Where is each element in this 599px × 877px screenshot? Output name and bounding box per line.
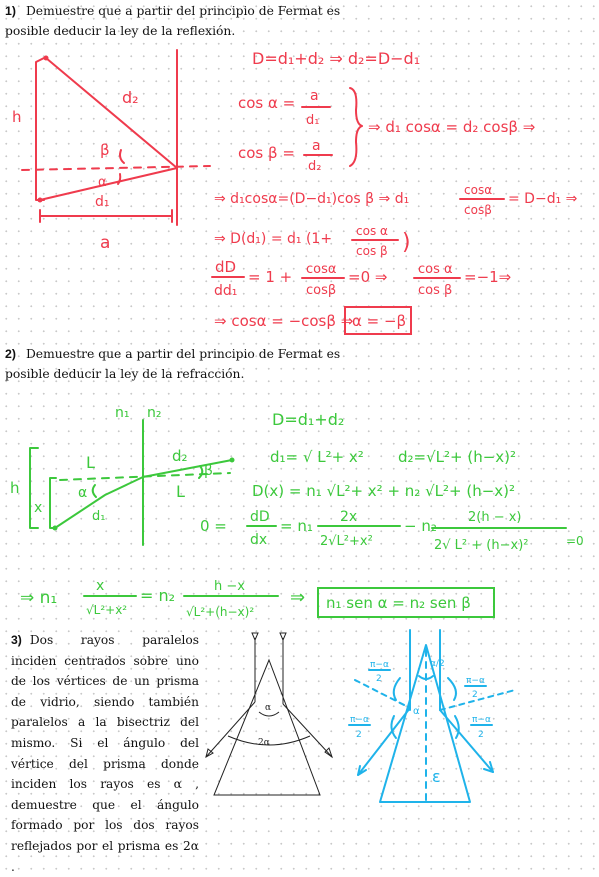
blue-label-3-den: 2 [356, 730, 362, 740]
fig1-h-label: h [12, 108, 22, 126]
sol1-eq5a: = 1 + [248, 268, 293, 286]
blue-label-1-den: 2 [376, 674, 382, 684]
fig1-d1-label: d₁ [95, 194, 110, 210]
fig2-d2: d₂ [172, 447, 188, 465]
fig3-2alpha: 2α [258, 738, 270, 748]
sol2-eq4-dden: dx [250, 532, 268, 548]
fig2-x: x [34, 500, 43, 516]
sol1-eq4-den: cos β [356, 244, 388, 258]
blue-normal-left [355, 680, 410, 708]
sol2-eq5c: ⇒ [290, 587, 306, 608]
sol2-eq4-f2den: 2√ L² + (h−x)² [434, 538, 529, 553]
prism-figure-black [206, 633, 332, 795]
sol1-eq5-den: cosβ [306, 283, 337, 298]
fig2-n2: n₂ [147, 405, 162, 421]
sol1-deriv-den: dd₁ [214, 283, 238, 299]
problem-2-line1: Demuestre que a partir del principio de Fermat es [25, 347, 341, 361]
fig2-alpha: α [78, 485, 88, 501]
sol1-cos-b-lhs: cos β = [238, 144, 295, 162]
prism-figure-blue [349, 630, 515, 802]
sol1-cos-a-num: a [310, 88, 319, 104]
blue-label-2-num: π−α [466, 676, 485, 686]
sol2-eq4a: 0 = [200, 517, 227, 535]
sol1-eq3a: ⇒ d₁cosα=(D−d₁)cos β ⇒ d₁ [214, 191, 410, 207]
sol2-result: n₁ sen α = n₂ sen β [326, 594, 471, 612]
fig2-beta: β [204, 463, 213, 479]
fig2-L-bottom: L [176, 482, 185, 501]
fig1-alpha-label: α [98, 175, 107, 190]
sol1-eq5b: =0 ⇒ [348, 268, 388, 286]
problem-3-text: Dos rayos paralelos inciden centrados sobre uno de los vértices de un prisma de vidrio, siendo también paralelos a la bisectriz del mismo. Si el ángulo del vértice del prisma donde inciden los rayos es α , demuestre que el ángulo formado por los dos rayos reflejados por el prisma es 2α . [11, 633, 199, 874]
blue-arc-left-up [394, 678, 400, 700]
sol1-eq4b: ) [402, 230, 411, 255]
sol2-eq2b: d₂=√L²+ (h−x)² [398, 448, 517, 466]
sol1-cos-b-num: a [312, 138, 321, 154]
sol2-eq4b: = n₁ [280, 517, 313, 535]
sol2-eq5-f1num: x [96, 578, 105, 594]
sol2-eq5-f1den: √L²+x² [86, 603, 128, 617]
sol2-eq5b: = n₂ [140, 586, 176, 605]
incident-ray-right-arrow [280, 633, 286, 640]
blue-label-2-den: 2 [472, 690, 478, 700]
sol1-eq6: ⇒ cosα = −cosβ ⇒ [214, 312, 354, 330]
problem-1-line1: Demuestre que a partir del principio de Fermat es [25, 4, 341, 18]
sol1-eq5c: =−1⇒ [464, 268, 512, 286]
sol1-cos-a-lhs: cos α = [238, 94, 296, 112]
sol1-result: α = −β [352, 312, 407, 330]
sol1-eq4-num: cos α [356, 224, 388, 238]
blue-label-3-num: π−α [350, 715, 369, 725]
fig1-beta-label: β [100, 141, 110, 159]
sol1-brace-result: ⇒ d₁ cosα = d₂ cosβ ⇒ [368, 118, 536, 136]
reflected-ray-right [283, 704, 332, 757]
fig1-d2-label: d₂ [122, 88, 139, 107]
sol1-eq3-num: cosα [464, 183, 493, 197]
sol1-eq5c-num: cos α [418, 262, 453, 277]
sol2-eq4-f1num: 2x [340, 509, 358, 525]
sol2-eq4d: =0 [566, 534, 584, 548]
fig2-L-top: L [86, 453, 95, 472]
fig3-alpha: α [265, 703, 272, 713]
sol1-cos-b-den: d₂ [308, 159, 322, 174]
blue-alpha-half: α/2 [430, 659, 445, 669]
sol1-eq5-num: cosα [306, 262, 337, 277]
sol2-eq5-f2num: h −x [214, 579, 245, 594]
fig1-a-label: a [100, 233, 111, 253]
fig2-d1: d₁ [92, 509, 106, 524]
sol1-cos-a-den: d₁ [306, 113, 320, 128]
sol1-eq3-den: cosβ [464, 203, 492, 217]
fig2-n1: n₁ [115, 405, 130, 421]
blue-label-4-den: 2 [478, 730, 484, 740]
sol1-eq4a: ⇒ D(d₁) = d₁ (1+ [214, 231, 333, 247]
sol1-eq1: D=d₁+d₂ ⇒ d₂=D−d₁ [252, 49, 421, 68]
incident-ray-left-arrow [252, 633, 258, 640]
sol2-eq5a: ⇒ n₁ [20, 588, 58, 608]
sol2-eq4-f1den: 2√L²+x² [320, 534, 373, 549]
sol1-eq3b: = D−d₁ ⇒ [508, 191, 578, 207]
blue-label-1-num: π−α [370, 660, 389, 670]
sol2-eq4-dnum: dD [250, 509, 270, 525]
sol1-deriv-num: dD [215, 258, 237, 276]
blue-alpha: α [413, 706, 420, 717]
blue-epsilon: ε [432, 767, 441, 786]
sol2-eq2a: d₁= √ L²+ x² [270, 448, 364, 466]
sol2-eq3: D(x) = n₁ √L²+ x² + n₂ √L²+ (h−x)² [252, 482, 516, 500]
blue-arc-right-up [448, 678, 456, 700]
reflected-ray-left [206, 702, 255, 757]
problem-3-number: 3) [11, 633, 22, 647]
problem-1-number: 1) [5, 4, 16, 18]
problem-2-line2: posible deducir la ley de la refracción. [5, 366, 245, 381]
problem-1-line2: posible deducir la ley de la reflexión. [5, 23, 236, 38]
sol2-eq4-f2num: 2(h − x) [468, 510, 522, 525]
sol2-eq1: D=d₁+d₂ [272, 410, 345, 429]
sol2-eq4c: − n₂ [404, 517, 437, 535]
blue-label-4-num: π−α [472, 715, 491, 725]
sol1-eq5c-den: cos β [418, 283, 453, 298]
problem-2-number: 2) [5, 347, 16, 361]
sol2-eq5-f2den: √L²+(h−x)² [186, 605, 255, 619]
fig2-h: h [10, 479, 20, 497]
